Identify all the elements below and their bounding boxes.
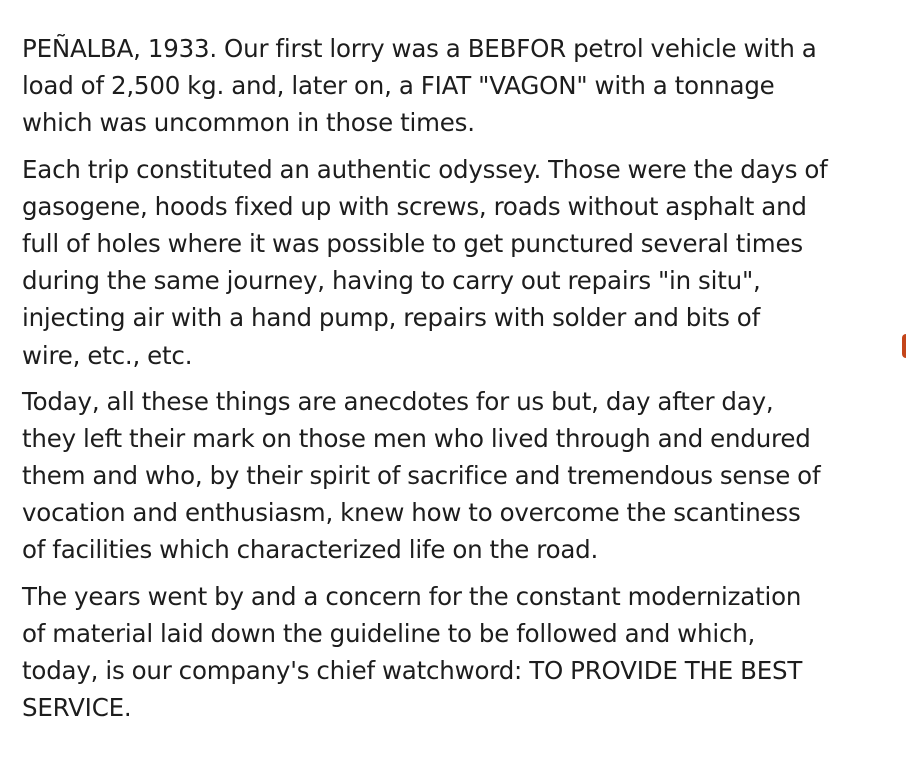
paragraph-line: full of holes where it was possible to get punctured several times [22,228,803,258]
paragraph-line: of facilities which characterized life on the road. [22,535,599,565]
paragraph-line: SERVICE. [22,693,132,723]
paragraph-line: they left their mark on those men who lived through and endured [22,423,811,453]
paragraph-line: gasogene, hoods fixed up with screws, roads without asphalt and [22,191,807,221]
document-body [22,30,900,726]
paragraph-4 [22,578,900,727]
paragraph-line: PEÑALBA, 1933. Our first lorry was a BEBFOR petrol vehicle with a [22,34,817,63]
paragraph-spacer [22,569,900,578]
paragraph-1 [22,30,900,142]
paragraph-line: today, is our company's chief watchword: TO PROVIDE THE BEST [22,656,803,685]
paragraph-line: of material laid down the guideline to be followed and which, [22,618,756,648]
paragraph-spacer [22,142,900,151]
paragraph-line: Today, all these things are anecdotes for us but, day after day, [22,386,774,416]
paragraph-line: during the same journey, having to carry out repairs "in situ", [22,266,761,296]
paragraph-line: injecting air with a hand pump, repairs with solder and bits of [22,303,761,333]
paragraph-line: wire, etc., etc. [22,340,193,370]
paragraph-line: vocation and enthusiasm, knew how to overcome the scantiness [22,498,801,528]
paragraph-2 [22,151,900,374]
paragraph-line: Each trip constituted an authentic odyssey. Those were the days of [22,154,828,184]
paragraph-3 [22,383,900,569]
paragraph-line: them and who, by their spirit of sacrifice and tremendous sense of [22,461,821,491]
paragraph-line: The years went by and a concern for the constant modernization [22,581,802,611]
paragraph-line: which was uncommon in those times. [22,108,475,138]
edge-color-mark [902,334,906,358]
paragraph-line: load of 2,500 kg. and, later on, a FIAT "VAGON" with a tonnage [22,71,775,101]
paragraph-spacer [22,374,900,383]
